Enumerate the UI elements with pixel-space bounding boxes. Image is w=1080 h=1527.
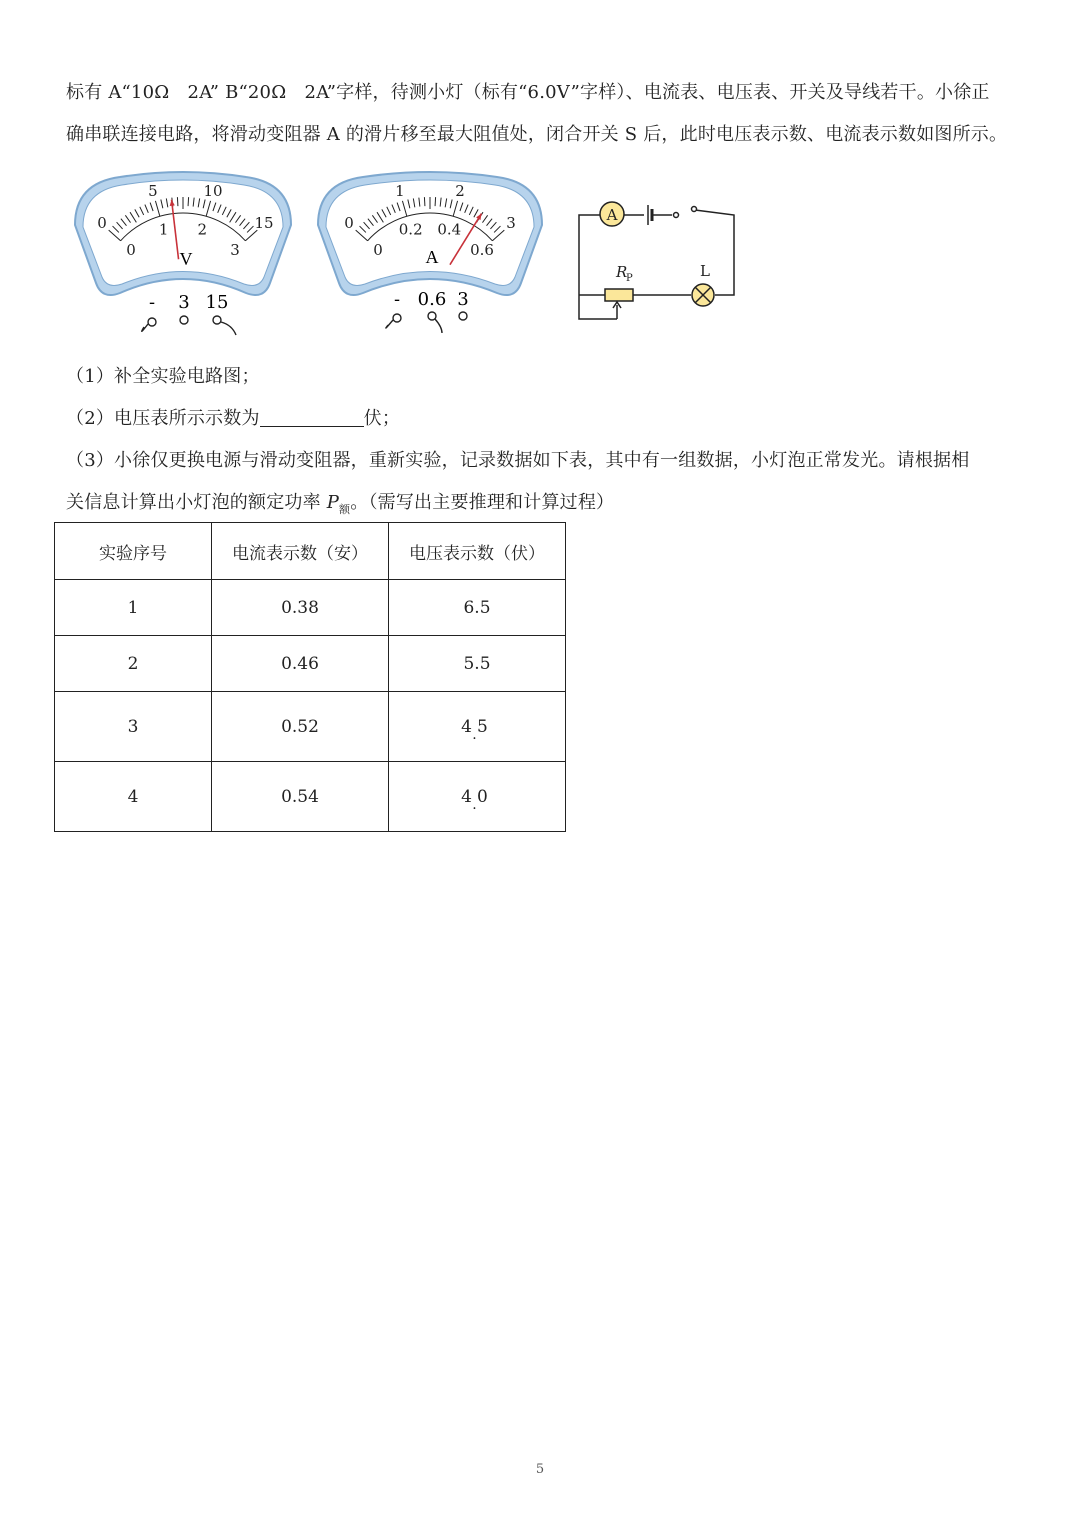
intro-line-1: 标有 A“10Ω 2A” B“20Ω 2A”字样，待测小灯（标有“6.0V”字样）、电流表、电压表、开关及导线若干。小徐正 <box>66 82 990 103</box>
table-row <box>55 692 566 762</box>
power-symbol: P <box>326 492 340 513</box>
switch-symbol <box>674 213 679 218</box>
cell-current: 0.46 <box>212 636 389 692</box>
voltmeter-terminal-neg: - <box>148 292 156 313</box>
ammeter-tick <box>424 197 425 206</box>
voltmeter-terminal-3: 3 <box>178 292 190 313</box>
header-voltage: 电压表示数（伏） <box>389 523 566 580</box>
data-table <box>54 522 566 832</box>
header-current: 电流表示数（安） <box>212 523 389 580</box>
power-subscript: 额 <box>339 503 351 516</box>
voltmeter-inner-label: 1 <box>158 220 169 239</box>
lamp-label: L <box>700 262 710 280</box>
cell-voltage: 5.5 <box>389 636 566 692</box>
cell-trial-no: 3 <box>55 692 212 762</box>
answer-blank[interactable] <box>260 408 364 427</box>
rheostat-label-sub: P <box>626 273 633 284</box>
ammeter-tick <box>435 197 436 206</box>
voltmeter-face <box>83 180 283 285</box>
voltmeter <box>75 172 291 335</box>
ammeter-inner-label: 0.6 <box>470 241 494 260</box>
rheostat-symbol <box>605 289 633 301</box>
ammeter-terminal-post-0-6 <box>428 312 436 320</box>
voltmeter-inner-label: 2 <box>197 220 208 239</box>
voltmeter-tick <box>188 197 189 206</box>
cell-trial-no: 4 <box>55 762 212 832</box>
voltmeter-outer-label: 15 <box>254 214 274 233</box>
ammeter-inner-label: 0.2 <box>398 220 423 239</box>
question-3-line-2 <box>66 488 614 517</box>
voltmeter-terminal-15: 15 <box>205 292 229 313</box>
voltmeter-unit: V <box>179 249 193 269</box>
ammeter-inner-label: 0 <box>373 241 383 260</box>
table-row <box>55 636 566 692</box>
table-row <box>55 762 566 832</box>
table-header-row <box>55 523 566 580</box>
ammeter-unit: A <box>425 247 439 267</box>
ammeter-face <box>326 180 534 285</box>
cell-trial-no: 2 <box>55 636 212 692</box>
ammeter <box>318 172 542 333</box>
table-row <box>55 580 566 636</box>
ammeter-terminal-3: 3 <box>457 289 469 310</box>
voltmeter-terminal-post-15 <box>213 316 221 324</box>
ammeter-terminal-neg: - <box>393 289 401 310</box>
voltmeter-outer-label: 0 <box>97 214 107 233</box>
question-2 <box>66 404 400 430</box>
ammeter-terminal-post-neg <box>393 314 401 322</box>
question-2-suffix: 伏； <box>363 408 401 429</box>
voltmeter-terminal-post-3 <box>180 316 188 324</box>
voltmeter-outer-label: 10 <box>203 182 223 201</box>
header-trial-no: 实验序号 <box>55 523 212 580</box>
rheostat-label: R <box>616 263 628 281</box>
cell-current: 0.38 <box>212 580 389 636</box>
cell-voltage <box>389 762 566 832</box>
voltmeter-inner-label: 0 <box>126 241 136 260</box>
question-3-text: 关信息计算出小灯泡的额定功率 <box>66 492 321 513</box>
question-3-tail: 。（需写出主要推理和计算过程） <box>350 492 615 513</box>
ammeter-terminal-0-6: 0.6 <box>417 289 447 310</box>
meters-and-circuit-figure <box>60 165 750 345</box>
question-3-line-1: （3）小徐仅更换电源与滑动变阻器，重新实验，记录数据如下表，其中有一组数据，小灯泡正常发光。请根据相 <box>66 450 970 471</box>
intro-line-2: 确串联连接电路，将滑动变阻器 A 的滑片移至最大阻值处，闭合开关 S 后，此时电压表示数、电流表示数如图所示。 <box>66 124 1008 145</box>
ammeter-terminal-post-3 <box>459 312 467 320</box>
question-1: （1）补全实验电路图； <box>66 366 260 387</box>
ammeter-outer-label: 2 <box>455 182 465 201</box>
voltmeter-tick <box>177 197 178 206</box>
ammeter-outer-label: 1 <box>395 182 405 201</box>
ammeter-outer-label: 3 <box>506 214 516 233</box>
cell-voltage: 6.5 <box>389 580 566 636</box>
cell-current: 0.52 <box>212 692 389 762</box>
circuit-ammeter-label: A <box>606 206 618 224</box>
cell-trial-no: 1 <box>55 580 212 636</box>
voltage-value: 40 · <box>461 787 493 807</box>
circuit-wires <box>579 210 734 295</box>
question-2-prefix: （2）电压表所示示数为 <box>66 408 260 429</box>
voltmeter-terminal-post-neg <box>148 318 156 326</box>
voltmeter-inner-label: 3 <box>230 241 240 260</box>
ammeter-outer-label: 0 <box>344 214 354 233</box>
cell-current: 0.54 <box>212 762 389 832</box>
page-number: 5 <box>535 1462 545 1477</box>
ammeter-inner-label: 0.4 <box>437 220 462 239</box>
voltage-value: 45 · <box>461 717 493 737</box>
voltmeter-outer-label: 5 <box>148 182 158 201</box>
circuit-diagram <box>579 202 734 319</box>
cell-voltage <box>389 692 566 762</box>
